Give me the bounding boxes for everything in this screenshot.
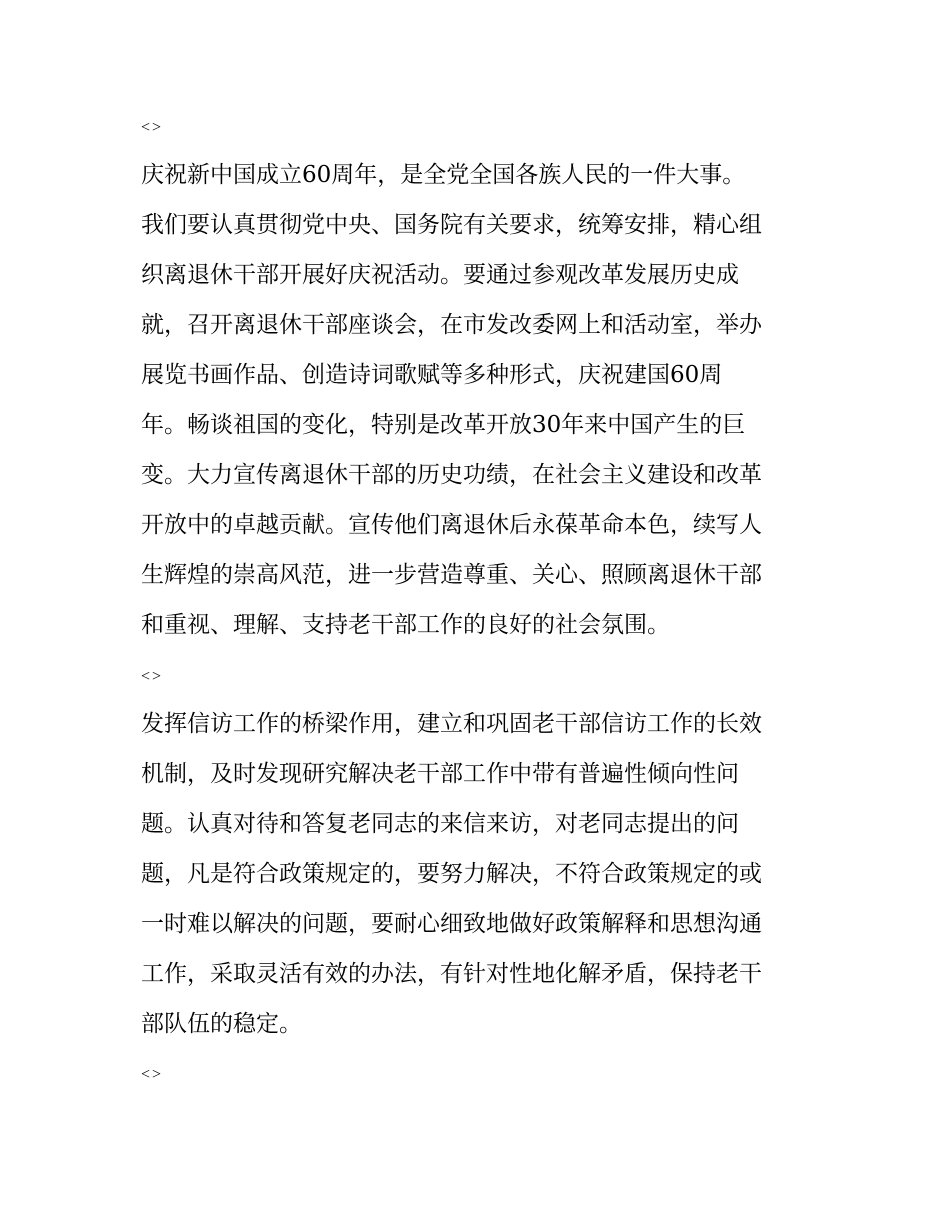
paragraph-line: 庆祝新中国成立60周年，是全党全国各族人民的一件大事。 bbox=[141, 162, 746, 188]
paragraph-line: 发挥信访工作的桥梁作用，建立和巩固老干部信访工作的长效 bbox=[141, 711, 762, 737]
paragraph-line: 题，凡是符合政策规定的，要努力解决，不符合政策规定的或 bbox=[141, 861, 762, 887]
paragraph-line: 工作，采取灵活有效的办法，有针对性地化解矛盾，保持老干 bbox=[141, 961, 762, 987]
section-marker: <> bbox=[141, 1066, 164, 1083]
paragraph-line: 织离退休干部开展好庆祝活动。要通过参观改革发展历史成 bbox=[141, 262, 739, 288]
paragraph-line: 生辉煌的崇高风范，进一步营造尊重、关心、照顾离退休干部 bbox=[141, 562, 762, 588]
paragraph-line: 题。认真对待和答复老同志的来信来访，对老同志提出的问 bbox=[141, 811, 739, 837]
paragraph-line: 和重视、理解、支持老干部工作的良好的社会氛围。 bbox=[141, 612, 670, 638]
paragraph-line: 机制，及时发现研究解决老干部工作中带有普遍性倾向性问 bbox=[141, 761, 739, 787]
paragraph-line: 就，召开离退休干部座谈会，在市发改委网上和活动室，举办 bbox=[141, 312, 762, 338]
paragraph-line: 部队伍的稳定。 bbox=[141, 1011, 302, 1037]
paragraph-line: 一时难以解决的问题，要耐心细致地做好政策解释和思想沟通 bbox=[141, 911, 762, 937]
section-marker: <> bbox=[141, 119, 164, 136]
paragraph-line: 变。大力宣传离退休干部的历史功绩，在社会主义建设和改革 bbox=[141, 462, 762, 488]
paragraph-line: 我们要认真贯彻党中央、国务院有关要求，统筹安排，精心组 bbox=[141, 212, 762, 238]
section-marker: <> bbox=[141, 668, 164, 685]
paragraph-line: 年。畅谈祖国的变化，特别是改革开放30年来中国产生的巨 bbox=[141, 412, 746, 438]
paragraph-line: 开放中的卓越贡献。宣传他们离退休后永葆革命本色，续写人 bbox=[141, 512, 762, 538]
paragraph-line: 展览书画作品、创造诗词歌赋等多种形式，庆祝建国60周 bbox=[141, 362, 723, 388]
